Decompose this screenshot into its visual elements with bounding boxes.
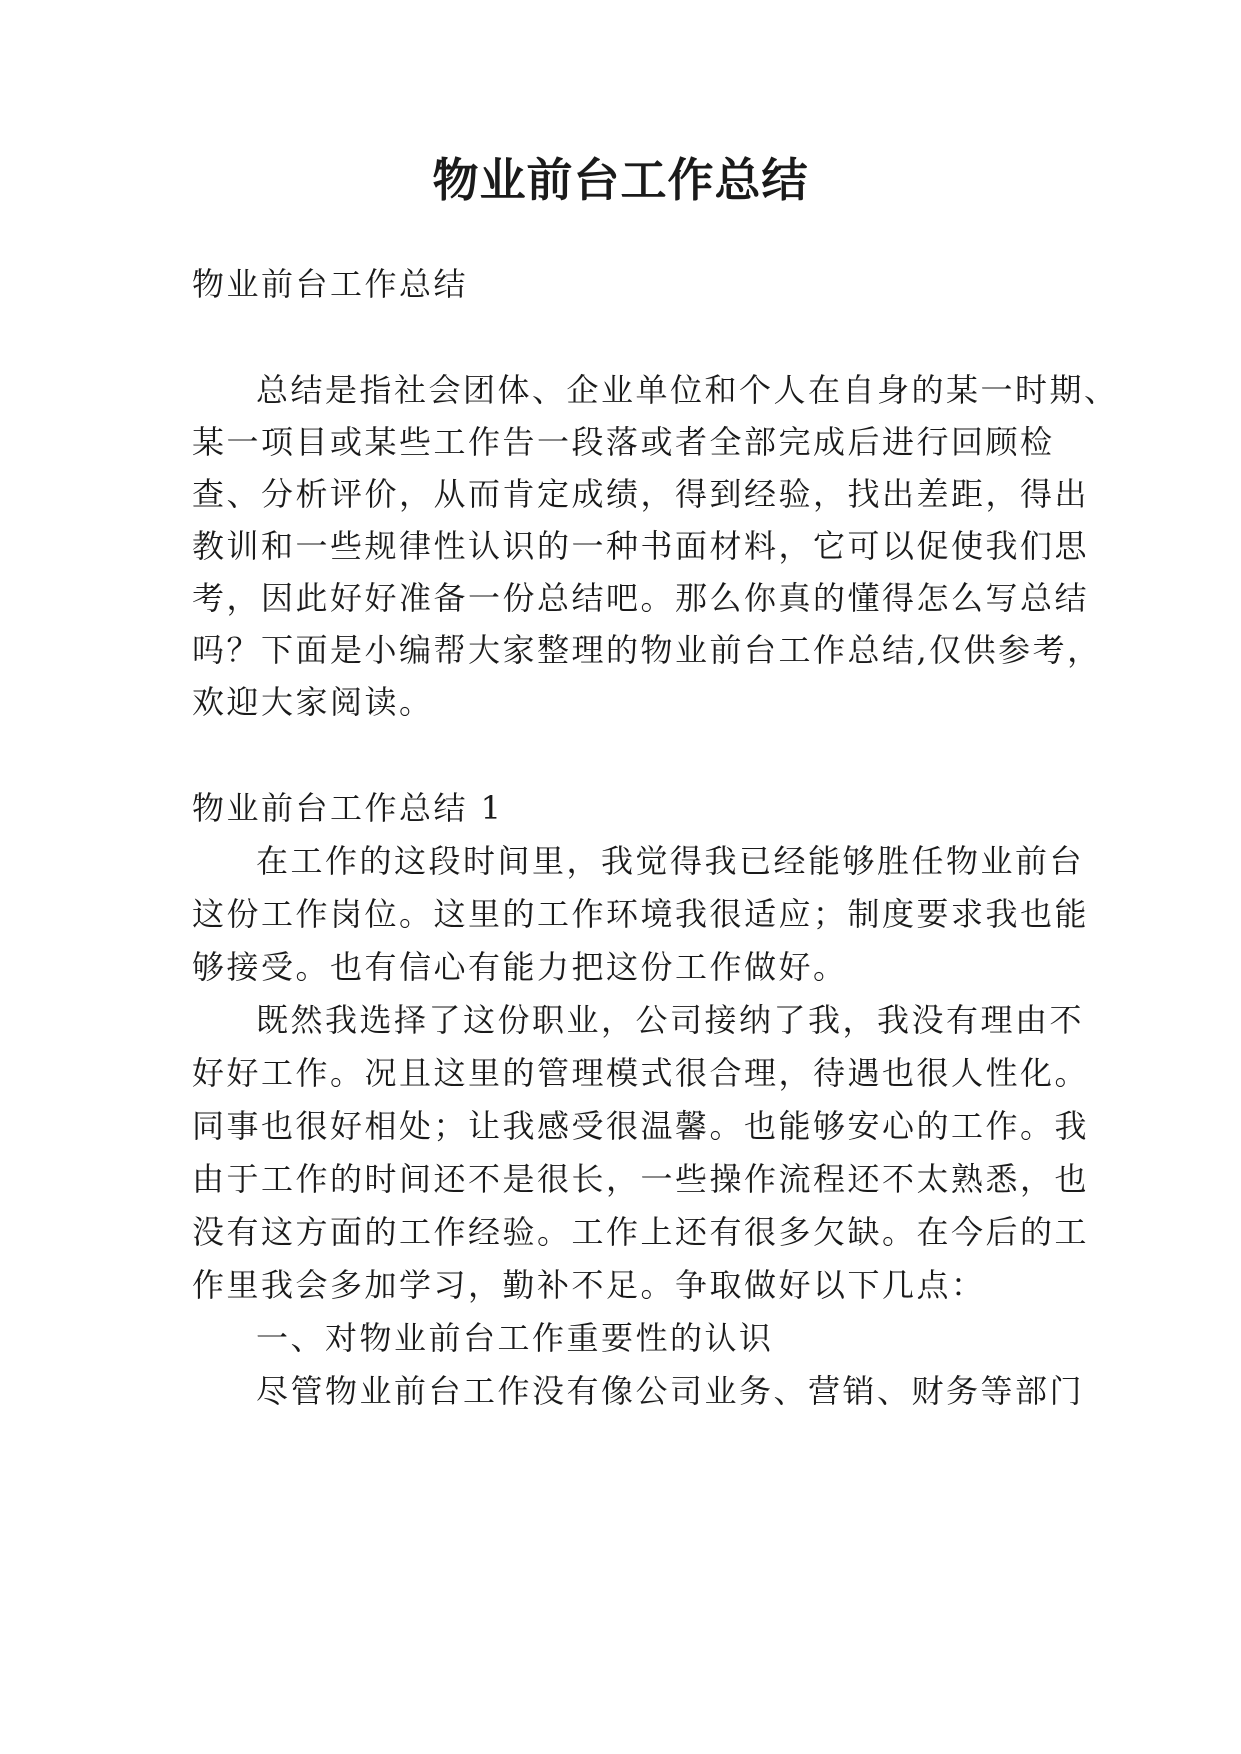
section-1-heading: 物业前台工作总结 1 (192, 789, 504, 827)
document-title: 物业前台工作总结 (432, 153, 809, 207)
section-1-p1-line-3: 够接受。也有信心有能力把这份工作做好。 (192, 948, 848, 986)
point-1-line-1: 尽管物业前台工作没有像公司业务、营销、财务等部门 (256, 1372, 1085, 1410)
intro-line-4: 教训和一些规律性认识的一种书面材料，它可以促使我们思 (192, 527, 1090, 565)
intro-line-5: 考，因此好好准备一份总结吧。那么你真的懂得怎么写总结 (192, 579, 1090, 617)
section-1-p1-line-1: 在工作的这段时间里，我觉得我已经能够胜任物业前台 (256, 842, 1085, 880)
section-1-p2-line-2: 好好工作。况且这里的管理模式很合理，待遇也很人性化。 (192, 1054, 1090, 1092)
section-1-p2-line-1: 既然我选择了这份职业，公司接纳了我，我没有理由不 (256, 1001, 1085, 1039)
section-1-p1-line-2: 这份工作岗位。这里的工作环境我很适应；制度要求我也能 (192, 895, 1090, 933)
document-subtitle: 物业前台工作总结 (192, 265, 469, 303)
intro-line-2: 某一项目或某些工作告一段落或者全部完成后进行回顾检 (192, 423, 1055, 461)
section-1-p2-line-6: 作里我会多加学习，勤补不足。争取做好以下几点： (192, 1266, 986, 1304)
section-1-p2-line-3: 同事也很好相处；让我感受很温馨。也能够安心的工作。我 (192, 1107, 1090, 1145)
intro-line-1: 总结是指社会团体、企业单位和个人在自身的某一时期、 (256, 371, 1119, 409)
section-1-p2-line-5: 没有这方面的工作经验。工作上还有很多欠缺。在今后的工 (192, 1213, 1090, 1251)
section-1-p2-line-4: 由于工作的时间还不是很长，一些操作流程还不太熟悉，也 (192, 1160, 1090, 1198)
point-1-heading: 一、对物业前台工作重要性的认识 (256, 1319, 774, 1357)
intro-line-3: 查、分析评价，从而肯定成绩，得到经验，找出差距，得出 (192, 475, 1090, 513)
intro-line-6: 吗？下面是小编帮大家整理的物业前台工作总结,仅供参考， (192, 631, 1102, 669)
intro-line-7: 欢迎大家阅读。 (192, 683, 434, 721)
